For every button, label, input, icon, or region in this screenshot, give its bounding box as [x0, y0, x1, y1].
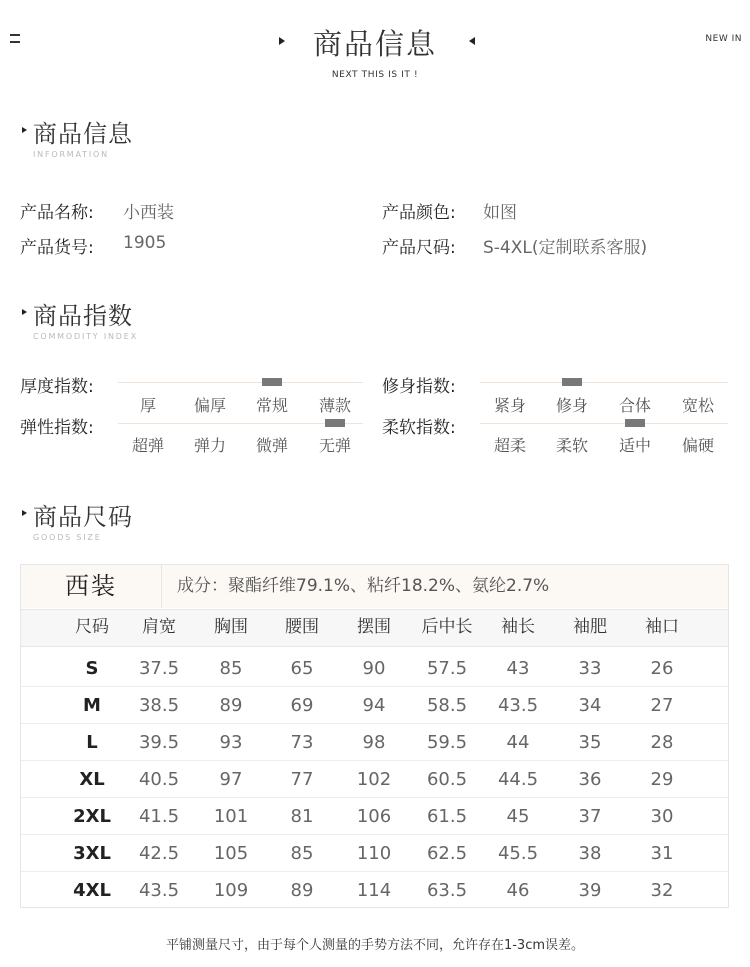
- table-cell: 33: [578, 658, 602, 679]
- section-subtitle-info: INFORMATION: [33, 150, 109, 159]
- table-cell: 32: [650, 880, 674, 901]
- index-track: [480, 423, 728, 424]
- table-cell: 38.5: [138, 695, 180, 716]
- section-subtitle-index: COMMODITY INDEX: [33, 332, 138, 341]
- size-cell: 4XL: [73, 880, 111, 901]
- table-cell: 26: [650, 658, 674, 679]
- product-sku-value: 1905: [123, 233, 167, 253]
- index-option: 合体: [618, 396, 651, 415]
- index-option: 无弹: [318, 436, 351, 455]
- index-option: 修身: [555, 396, 588, 415]
- table-cell: 45.5: [497, 843, 539, 864]
- divider: [161, 565, 162, 608]
- index-track: [480, 382, 728, 383]
- table-cell: 40.5: [138, 769, 180, 790]
- table-cell: 60.5: [426, 769, 468, 790]
- table-cell: 38: [578, 843, 602, 864]
- index-option: 偏厚: [193, 396, 226, 415]
- product-size-value: S-4XL(定制联系客服): [483, 238, 648, 258]
- table-cell: 61.5: [426, 806, 468, 827]
- size-cell: 3XL: [73, 843, 111, 864]
- table-cell: 94: [362, 695, 386, 716]
- index-option: 超弹: [131, 436, 164, 455]
- section-arrow-icon: [22, 510, 27, 516]
- index-marker: [625, 419, 645, 427]
- table-cell: 105: [213, 843, 249, 864]
- table-header-cell: 腰围: [285, 617, 319, 637]
- arrow-left-icon: [469, 37, 475, 45]
- section-subtitle-size: GOODS SIZE: [33, 533, 102, 542]
- table-cell: 45: [506, 806, 530, 827]
- table-cell: 62.5: [426, 843, 468, 864]
- product-name-value: 小西装: [123, 203, 174, 223]
- table-header-cell: 摆围: [357, 617, 391, 637]
- index-option: 薄款: [318, 396, 351, 415]
- table-cell: 46: [506, 880, 530, 901]
- table-header-cell: 袖口: [645, 617, 679, 637]
- page-title: 商品信息: [312, 27, 437, 61]
- section-title-size: 商品尺码: [33, 503, 133, 531]
- index-option: 微弹: [255, 436, 288, 455]
- table-cell: 85: [290, 843, 314, 864]
- index-marker: [562, 378, 582, 386]
- table-cell: 109: [213, 880, 249, 901]
- table-cell: 73: [290, 732, 314, 753]
- table-cell: 98: [362, 732, 386, 753]
- table-cell: 42.5: [138, 843, 180, 864]
- product-name-label: 产品名称:: [20, 203, 94, 223]
- product-color-value: 如图: [483, 203, 517, 223]
- table-header-cell: 肩宽: [142, 617, 176, 637]
- table-cell: 114: [356, 880, 392, 901]
- index-option: 宽松: [681, 396, 714, 415]
- size-cell: L: [86, 732, 98, 753]
- table-header-cell: 后中长: [421, 617, 473, 637]
- table-cell: 43: [506, 658, 530, 679]
- table-cell: 31: [650, 843, 674, 864]
- index-label: 弹性指数:: [20, 418, 94, 438]
- table-cell: 89: [219, 695, 243, 716]
- index-option: 柔软: [555, 436, 588, 455]
- table-cell: 81: [290, 806, 314, 827]
- index-option: 超柔: [493, 436, 526, 455]
- index-label: 柔软指数:: [382, 418, 456, 438]
- composition-text: 成分：聚酯纤维79.1%、粘纤18.2%、氨纶2.7%: [177, 576, 550, 596]
- table-cell: 41.5: [138, 806, 180, 827]
- table-cell: 65: [290, 658, 314, 679]
- table-cell: 36: [578, 769, 602, 790]
- table-cell: 77: [290, 769, 314, 790]
- table-header-cell: 袖长: [501, 617, 535, 637]
- garment-name: 西装: [65, 572, 117, 600]
- index-label: 修身指数:: [382, 377, 456, 397]
- index-option: 弹力: [193, 436, 226, 455]
- section-title-info: 商品信息: [33, 120, 133, 148]
- table-cell: 35: [578, 732, 602, 753]
- table-cell: 39: [578, 880, 602, 901]
- index-marker: [262, 378, 282, 386]
- measurement-note: 平铺测量尺寸，由于每个人测量的手势方法不同，允许存在1-3cm误差。: [165, 938, 585, 953]
- section-arrow-icon: [22, 127, 27, 133]
- table-cell: 37.5: [138, 658, 180, 679]
- index-marker: [325, 419, 345, 427]
- index-option: 厚: [139, 396, 156, 415]
- index-label: 厚度指数:: [20, 377, 94, 397]
- table-cell: 101: [213, 806, 249, 827]
- table-cell: 44.5: [497, 769, 539, 790]
- new-in-label: NEW IN: [705, 34, 742, 44]
- table-cell: 89: [290, 880, 314, 901]
- table-cell: 102: [356, 769, 392, 790]
- table-header-cell: 胸围: [214, 617, 248, 637]
- table-cell: 28: [650, 732, 674, 753]
- table-cell: 63.5: [426, 880, 468, 901]
- section-arrow-icon: [22, 309, 27, 315]
- table-cell: 29: [650, 769, 674, 790]
- table-cell: 44: [506, 732, 530, 753]
- table-cell: 90: [362, 658, 386, 679]
- table-cell: 43.5: [138, 880, 180, 901]
- size-cell: 2XL: [73, 806, 111, 827]
- table-cell: 85: [219, 658, 243, 679]
- size-cell: S: [85, 658, 99, 679]
- index-option: 紧身: [493, 396, 526, 415]
- product-sku-label: 产品货号:: [20, 238, 94, 258]
- table-cell: 93: [219, 732, 243, 753]
- size-cell: M: [83, 695, 101, 716]
- table-cell: 57.5: [426, 658, 468, 679]
- index-option: 适中: [618, 436, 651, 455]
- index-track: [118, 382, 363, 383]
- product-color-label: 产品颜色:: [382, 203, 456, 223]
- table-cell: 59.5: [426, 732, 468, 753]
- section-title-index: 商品指数: [33, 302, 133, 330]
- product-size-label: 产品尺码:: [382, 238, 456, 258]
- table-cell: 39.5: [138, 732, 180, 753]
- table-header-cell: 尺码: [75, 617, 109, 637]
- table-cell: 106: [356, 806, 392, 827]
- table-cell: 37: [578, 806, 602, 827]
- table-cell: 110: [356, 843, 392, 864]
- table-cell: 43.5: [497, 695, 539, 716]
- row-divider: [21, 646, 728, 647]
- index-option: 偏硬: [681, 436, 714, 455]
- table-cell: 58.5: [426, 695, 468, 716]
- index-option: 常规: [255, 396, 288, 415]
- page-subtitle: NEXT THIS IS IT !: [331, 70, 419, 80]
- table-cell: 27: [650, 695, 674, 716]
- table-header-cell: 袖肥: [573, 617, 607, 637]
- table-cell: 97: [219, 769, 243, 790]
- size-cell: XL: [79, 769, 105, 790]
- table-cell: 69: [290, 695, 314, 716]
- table-cell: 34: [578, 695, 602, 716]
- table-cell: 30: [650, 806, 674, 827]
